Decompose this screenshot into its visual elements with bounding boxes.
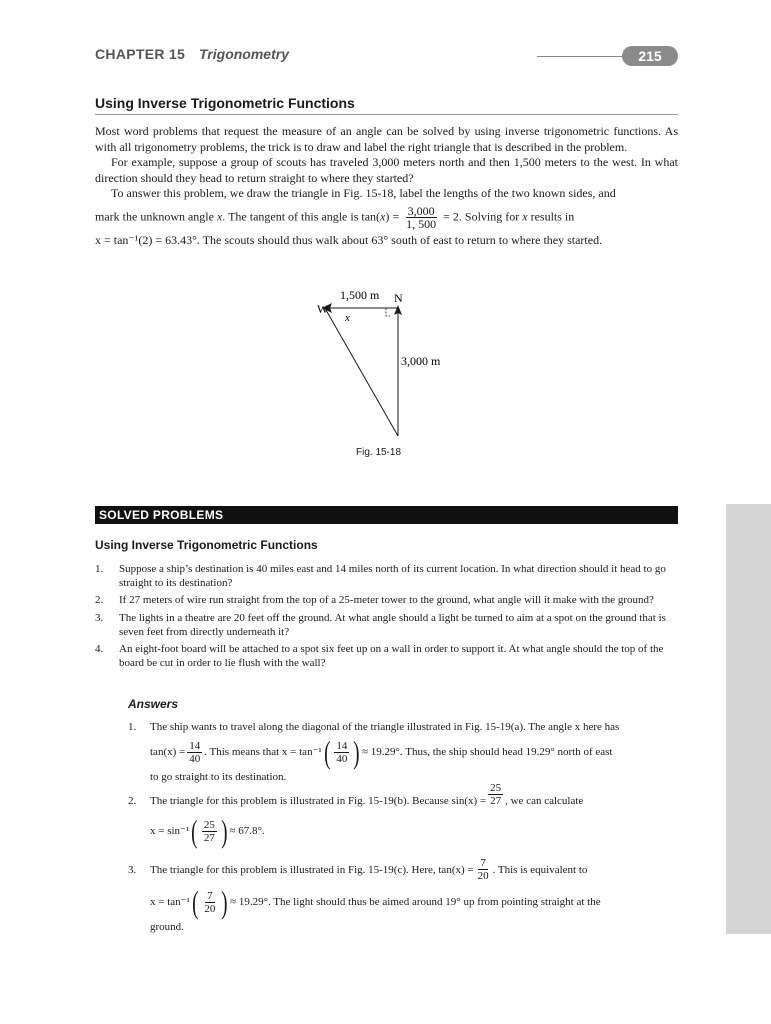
paragraph-3-equation-line [95,205,678,230]
chapter-title: Trigonometry [199,46,289,62]
page-header [95,46,680,68]
answer-number: 2. [128,795,137,808]
fraction-denominator: 1, 500 [406,216,437,231]
sin-inverse-lhs: x = sin⁻¹ [150,825,190,838]
answer-1-line-1: The ship wants to travel along the diagonal of the triangle illustrated in Fig. 15-19(a). The angle x here has [150,721,620,733]
p3-text-d: = 2. Solving for [443,209,520,224]
answer-1-math-line [150,734,678,771]
answer-1 [128,720,678,784]
paragraph-2: For example, suppose a group of scouts has traveled 3,000 meters north and then 1,500 meters to the west. In what direction should they head to return straight to where they started? [95,155,678,185]
fraction-numerator: 14 [336,739,348,752]
right-angle-mark [386,308,390,316]
tan-lhs: tan(x) = [150,746,186,759]
problem-text: Suppose a ship’s destination is 40 miles east and 14 miles north of its current location. In what direction should it head to go straight to its destination? [119,563,666,590]
figure-caption: Fig. 15-18 [356,447,402,458]
fraction-numerator: 7 [480,857,486,870]
section-body [95,124,678,249]
parenthesized-fraction: ( $\frac{7}{20}$ ) [191,884,228,921]
solved-subheading: Using Inverse Trigonometric Functions [95,538,318,552]
p3-text-e: results in [530,209,575,224]
paragraph-3-line-3: x = tan⁻¹(2) = 63.43°. The scouts should thus walk about 63° south of east to return to where they started. [95,232,603,247]
fraction-denominator: 20 [477,870,489,883]
problem-number: 4. [95,643,104,656]
answer-3-line-1-tail: . This is equivalent to [492,863,588,876]
angle-x-label: x [345,312,350,324]
problem-text: An eight-foot board will be attached to a spot six feet up on a wall in order to support it. At what angle should the top of the board be cut in order to lie flush with the wall? [119,643,664,670]
answer-2 [128,782,678,850]
hypotenuse [326,310,398,436]
tan-inverse-lhs: x = tan⁻¹ [150,896,190,909]
fraction-numerator: 25 [203,818,215,831]
side-thumb-tab [726,504,771,934]
answer-3-text: The triangle for this problem is illustrated in Fig. 15-19(c). Here, tan(x) = [150,863,474,876]
p3-text-a: mark the unknown angle [95,209,214,224]
answer-3 [128,857,678,934]
fraction-numerator: 14 [189,739,201,752]
fraction-denominator: 27 [203,831,215,844]
vertical-side-label: 3,000 m [401,354,441,368]
problems-list [95,562,678,673]
west-label: W [317,302,329,316]
answer-1-mid-text: . This means that x = tan⁻¹ [204,746,322,759]
problem-item [95,611,678,639]
problem-number: 2. [95,594,104,607]
p3-text-c: ) = [385,209,400,224]
answer-2-line-1 [150,782,678,813]
chapter-label: CHAPTER 15 [95,46,186,62]
problem-text: The lights in a theatre are 20 feet off the ground. At what angle should a light be turned to aim at a spot on the ground that is seven feet from directly underneath it? [119,611,666,638]
fraction-numerator: 3,000 [407,203,435,218]
fraction-denominator: 20 [204,902,216,915]
answer-1-line-3: to go straight to its destination. [150,771,287,784]
page-number-badge: 215 [622,46,678,66]
answer-2-text: The triangle for this problem is illustrated in Fig. 15-19(b). Because sin(x) = [150,794,487,807]
problem-item [95,642,678,670]
p3-var-3: x [522,209,528,224]
fraction-denominator: 27 [490,795,502,808]
section-heading: Using Inverse Trigonometric Functions [95,95,678,115]
parenthesized-fraction: ( $\frac{25}{27}$ ) [191,813,228,850]
paragraph-1: Most word problems that request the measure of an angle can be solved by using inverse trigonometric functions. As with all trigonometry problems, the trick is to draw and label the right triangle that is described in the problem. [95,124,678,154]
answer-3-math-line [150,884,678,921]
answer-1-tail: ≈ 19.29°. Thus, the ship should head 19.29° north of east [361,746,613,759]
tan-fraction [404,205,438,230]
fraction-denominator: 40 [336,752,348,765]
answers-heading: Answers [128,697,179,711]
north-label: N [394,291,403,305]
problem-item [95,562,678,590]
triangle-figure [300,283,480,463]
answer-3-line-3: ground. [150,921,184,934]
p3-var-2: x [380,209,386,224]
top-side-label: 1,500 m [340,288,380,302]
problem-text: If 27 meters of wire run straight from the top of a 25-meter tower to the ground, what angle will it make with the ground? [119,594,654,607]
answer-2-tail: ≈ 67.8°. [229,825,265,838]
answer-2-math-line [150,813,678,850]
answer-2-line-1-tail: , we can calculate [505,794,584,807]
solved-problems-banner: SOLVED PROBLEMS [95,506,678,524]
fraction-denominator: 40 [189,752,201,765]
answer-3-tail: ≈ 19.29°. The light should thus be aimed around 19° up from pointing straight at the [230,896,601,909]
fraction-numerator: 25 [490,782,502,795]
problem-number: 3. [95,611,104,624]
problem-number: 1. [95,563,104,575]
p3-text-b: . The tangent of this angle is tan( [222,209,381,224]
fraction [476,857,491,882]
paragraph-3: To answer this problem, we draw the triangle in Fig. 15-18, label the lengths of the two known sides, and [111,186,616,201]
p3-var: x [216,209,223,224]
answer-number: 3. [128,864,137,877]
parenthesized-fraction: ( $\frac{14}{40}$ ) [323,734,360,771]
fraction [187,740,202,765]
answer-3-line-1 [150,857,678,882]
fraction-numerator: 7 [207,889,213,902]
fraction [488,782,503,807]
answers-list [128,720,678,935]
problem-item [95,593,678,607]
answer-number: 1. [128,721,137,733]
